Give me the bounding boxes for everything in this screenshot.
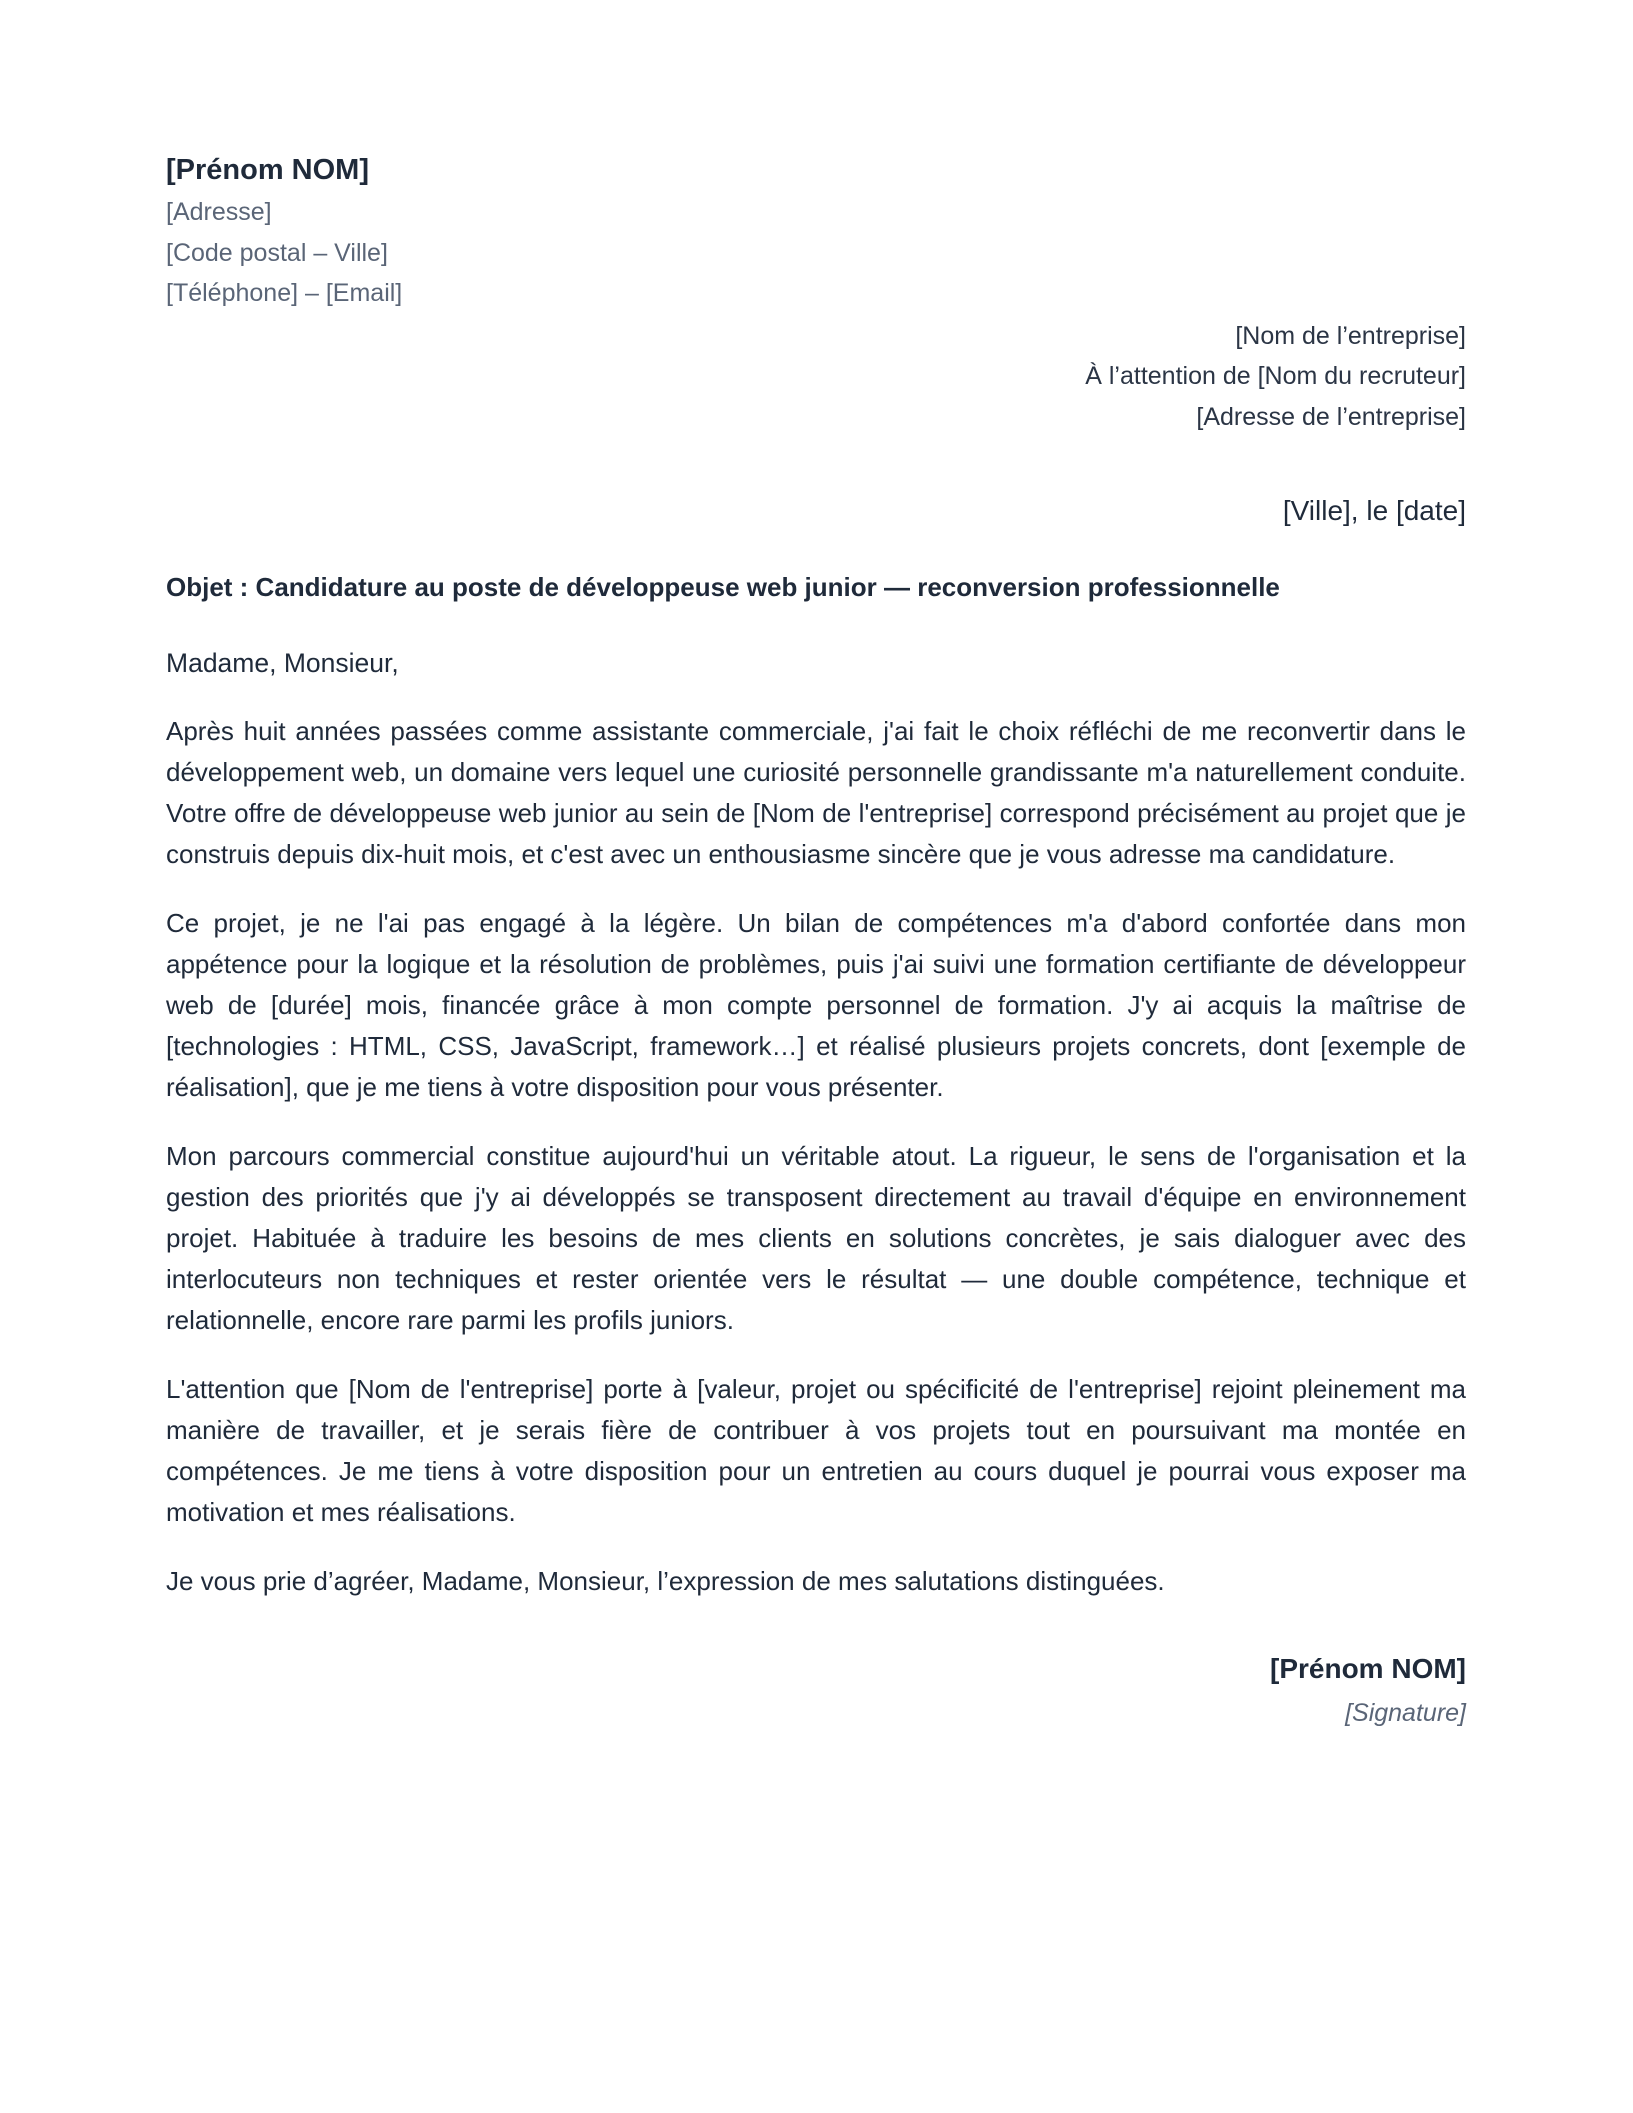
recipient-address: [Adresse de l’entreprise] <box>1196 402 1466 431</box>
letter-body <box>166 711 1466 1533</box>
closing-formula: Je vous prie d’agréer, Madame, Monsieur, l’expression de mes salutations distinguées. <box>166 1566 1165 1596</box>
signature-block <box>166 1649 1466 1733</box>
sender-name: [Prénom NOM] <box>166 154 369 186</box>
sender-block <box>166 150 1466 314</box>
letter-page <box>166 150 1466 1733</box>
sender-contact: [Téléphone] – [Email] <box>166 279 403 307</box>
body-paragraph-4: L'attention que [Nom de l'entreprise] porte à [valeur, projet ou spécificité de l'entreprise] rejoint pleinement ma manière de travailler, et je serais fière de contribuer à vos projets tout en poursuivant ma montée en compétences. Je me tiens à votre disposition pour un entretien au cours duquel je pourrai vous exposer ma motivation et mes réalisations. <box>166 1374 1466 1527</box>
recipient-company: [Nom de l’entreprise] <box>1235 321 1466 350</box>
signature-name: [Prénom NOM] <box>1270 1653 1466 1684</box>
letter-subject: Objet : Candidature au poste de développeuse web junior — reconversion professionnelle <box>166 572 1280 602</box>
recipient-block <box>166 316 1466 438</box>
body-paragraph-2: Ce projet, je ne l'ai pas engagé à la légère. Un bilan de compétences m'a d'abord confortée dans mon appétence pour la logique et la résolution de problèmes, puis j'ai suivi une formation certifiante de développeur web de [durée] mois, financée grâce à mon compte personnel de formation. J'y ai acquis la maîtrise de [technologies : HTML, CSS, JavaScript, framework…] et réalisé plusieurs projets concrets, dont [exemple de réalisation], que je me tiens à votre disposition pour vous présenter. <box>166 908 1466 1102</box>
recipient-attention: À l’attention de [Nom du recruteur] <box>1085 362 1466 390</box>
salutation: Madame, Monsieur, <box>166 648 399 678</box>
body-paragraph-3: Mon parcours commercial constitue aujourd'hui un véritable atout. La rigueur, le sens de l'organisation et la gestion des priorités que j'y ai développés se transposent directement au travail d'équipe en environnement projet. Habituée à traduire les besoins de mes clients en solutions concrètes, je sais dialoguer avec des interlocuteurs non techniques et rester orientée vers le résultat — une double compétence, technique et relationnelle, encore rare parmi les profils juniors. <box>166 1141 1466 1335</box>
sender-address: [Adresse] <box>166 198 272 226</box>
signature-placeholder: [Signature] <box>1345 1699 1466 1727</box>
place-date: [Ville], le [date] <box>1282 495 1466 526</box>
sender-postal-city: [Code postal – Ville] <box>166 238 388 267</box>
body-paragraph-1: Après huit années passées comme assistante commerciale, j'ai fait le choix réfléchi de me reconvertir dans le développement web, un domaine vers lequel une curiosité personnelle grandissante m'a naturellement conduite. Votre offre de développeuse web junior au sein de [Nom de l'entreprise] correspond précisément au projet que je construis depuis dix-huit mois, et c'est avec un enthousiasme sincère que je vous adresse ma candidature. <box>166 716 1466 869</box>
